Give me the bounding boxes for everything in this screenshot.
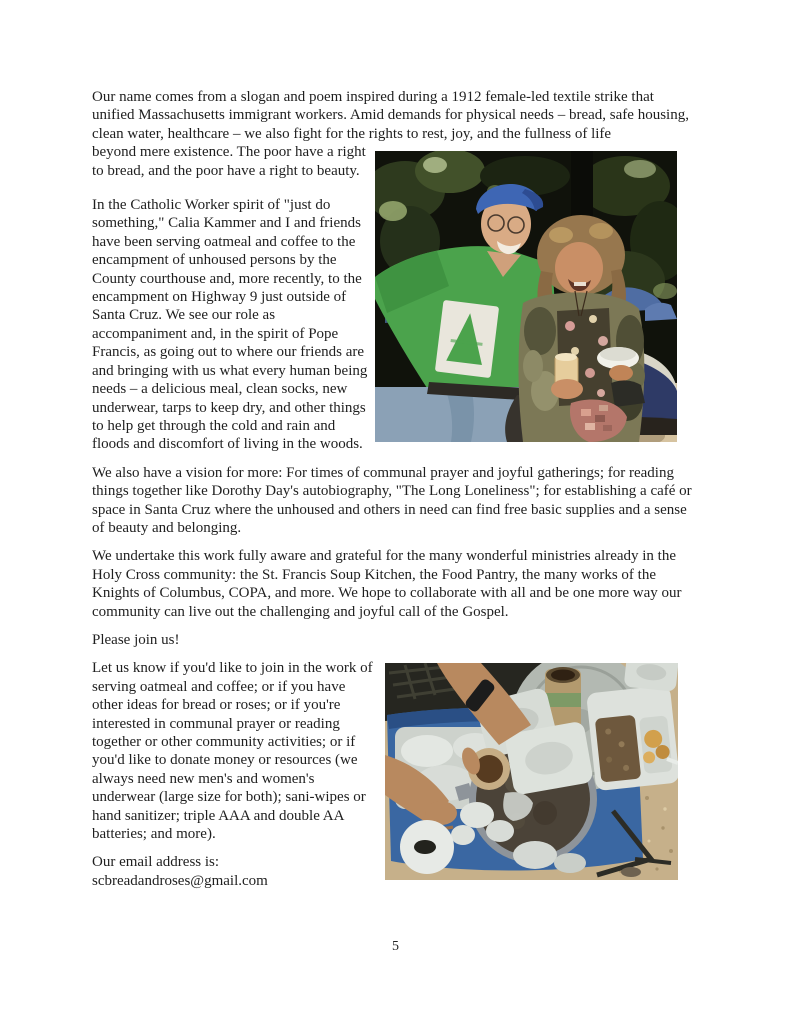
photo-campsite-couple bbox=[370, 143, 700, 448]
paragraph-vision: We also have a vision for more: For times of communal prayer and joyful gatherings; for reading things together like Dorothy Day's autobiography, "The Long Loneliness"; for establishing a café or space in Santa Cruz where the unhoused and others in need can find free basic supplies and a sense of beauty and belonging. bbox=[92, 464, 692, 536]
campsite-photo-graphic bbox=[375, 151, 677, 442]
paragraph-catholic-worker: In the Catholic Worker spirit of "just do something," Calia Kammer and I and friends have been serving oatmeal and coffee to the encampment of unhoused persons by the County courthouse and, more recently, to the encampment on Highway 9 just outside of Santa Cruz. We see our role as accompaniment and, in the spirit of Pope Francis, as going out to where our friends are and bringing with us what every human being needs – a delicious meal, clean socks, new underwear, tarps to keep dry, and other things to help get through the cold and rain and floods and discomfort of living in the woods. bbox=[92, 197, 368, 453]
paragraph-let-us-know: Let us know if you'd like to join in the work of serving oatmeal and coffee; or if you have other ideas for bread or roses; or if you're interested in communal prayer or reading together or other community activities; or if you'd like to donate money or resources (we always need new men's and women's underwear (large size for both); sani-wipes or hand sanitizer; triple AAA and double AA batteries; and more). bbox=[92, 660, 373, 843]
paragraph-intro: Our name comes from a slogan and poem inspired during a 1912 female-led textile strike that unified Massachusetts immigrant workers. Amid demands for physical needs – bread, safe housing, clean water, healthcare – we also fight for the rights to rest, joy, and the fullness of life bbox=[92, 89, 689, 142]
email-label: Our email address is: bbox=[92, 854, 220, 871]
serving-cart-photo-graphic bbox=[385, 663, 678, 880]
paragraph-ministries: We undertake this work fully aware and grateful for the many wonderful ministries already in the Holy Cross community: the St. Francis Soup Kitchen, the Food Pantry, the many works of the Knights of Columbus, COPA, and more. We hope to collaborate with all and be one more way our community can live out the challenging and joyful call of the Gospel. bbox=[92, 548, 682, 620]
page-body-text bbox=[92, 88, 700, 890]
photo-serving-cart bbox=[378, 649, 700, 880]
email-address: scbreadandroses@gmail.com bbox=[92, 872, 268, 889]
page-number: 5 bbox=[392, 939, 399, 954]
paragraph-intro-continued: beyond mere existence. The poor have a right to bread, and the poor have a right to beauty. bbox=[92, 144, 366, 179]
paragraph-please-join: Please join us! bbox=[92, 631, 180, 648]
